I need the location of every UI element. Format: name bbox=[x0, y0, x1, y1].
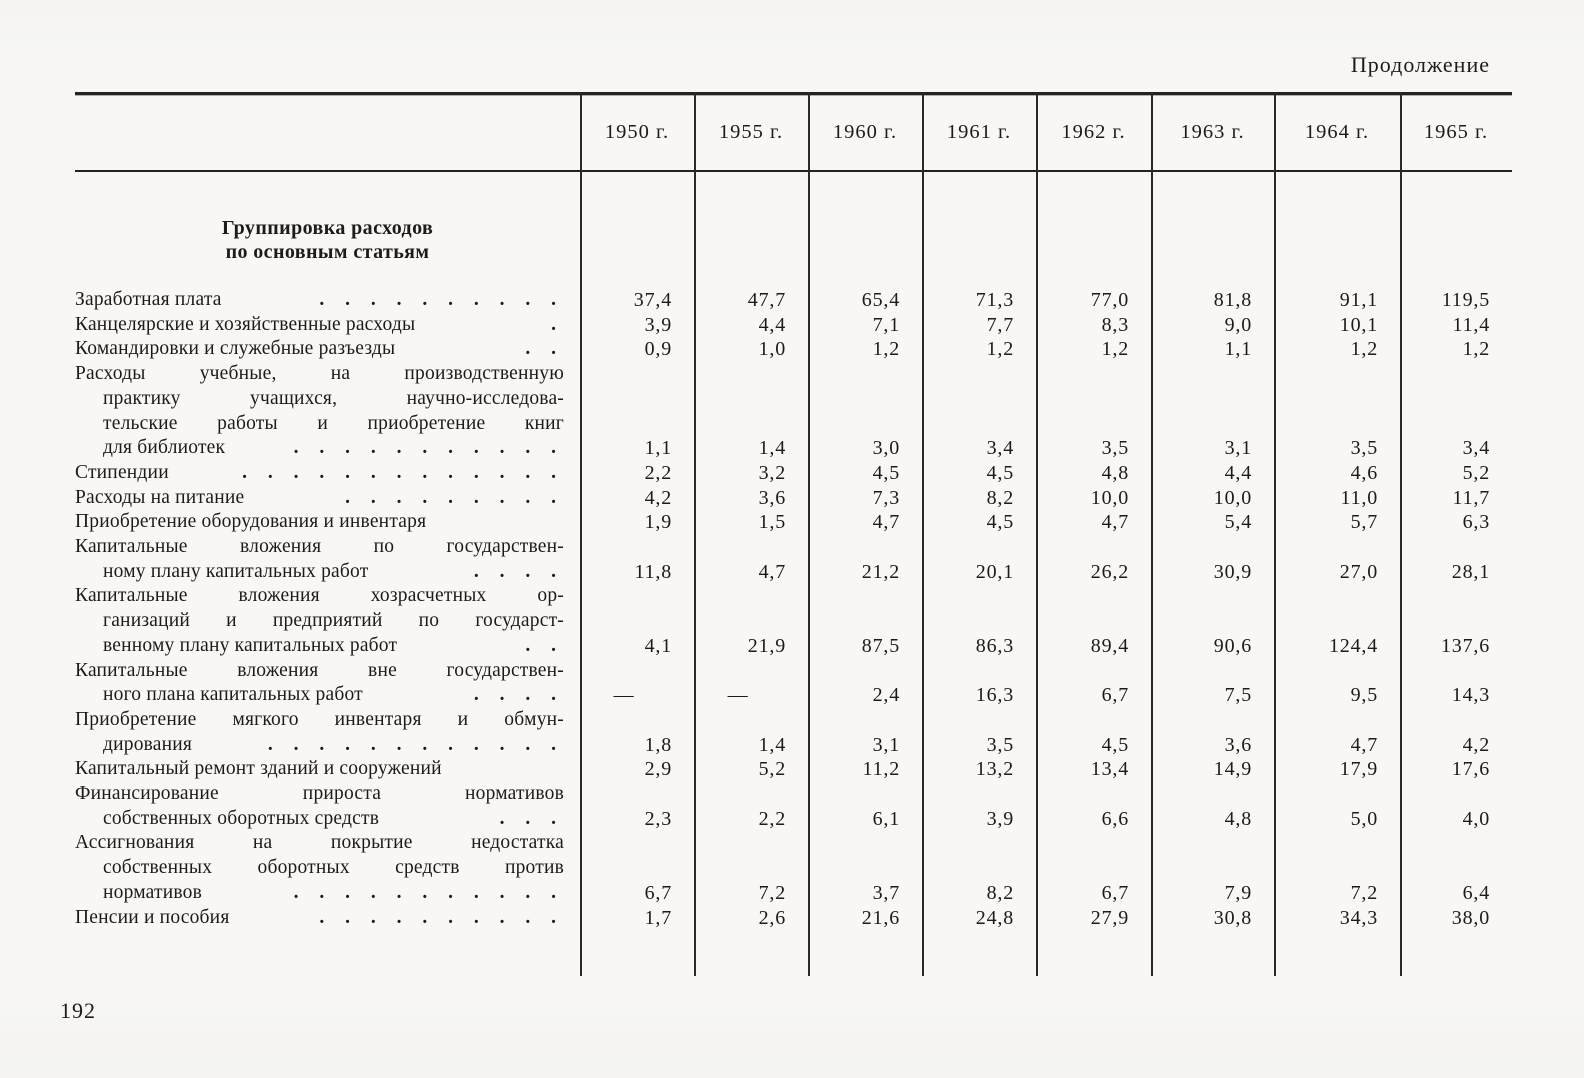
row-label-line bbox=[75, 807, 564, 832]
value-cell: 86,3 bbox=[975, 634, 1014, 657]
row-label-text: собственных оборотных средств bbox=[103, 807, 380, 829]
value-cell: 30,9 bbox=[1213, 560, 1252, 583]
value-cell: 3,9 bbox=[986, 807, 1014, 830]
value-cell: 9,0 bbox=[1224, 313, 1252, 336]
value-cell: 7,7 bbox=[986, 313, 1014, 336]
row-label bbox=[75, 313, 580, 338]
leader-dots: . . . . . . . . . bbox=[345, 486, 564, 508]
table-row bbox=[75, 782, 1512, 831]
row-label-line: Приобретение мягкого инвентаря и обмун- bbox=[75, 708, 564, 730]
leader-dots: . . . . . . . . . . . bbox=[293, 437, 564, 459]
value-cell: 34,3 bbox=[1339, 906, 1378, 929]
value-cell: 7,2 bbox=[758, 881, 786, 904]
value-cell: 10,0 bbox=[1090, 486, 1129, 509]
value-cell: 2,3 bbox=[644, 807, 672, 830]
table-row bbox=[75, 906, 1512, 931]
value-cell: 6,1 bbox=[872, 807, 900, 830]
value-cell: 21,6 bbox=[861, 906, 900, 929]
row-label-line bbox=[75, 486, 564, 511]
value-cell: 9,5 bbox=[1350, 684, 1378, 707]
value-cell: 7,9 bbox=[1224, 881, 1252, 904]
leader-dots: . . . . . . . . . . . bbox=[293, 881, 564, 903]
table-row bbox=[75, 757, 1512, 782]
row-label bbox=[75, 510, 580, 535]
value-cell: 20,1 bbox=[975, 560, 1014, 583]
table-row bbox=[75, 535, 1512, 584]
row-label-line: тельские работы и приобретение книг bbox=[103, 412, 564, 434]
row-label bbox=[75, 535, 580, 584]
row-label-line bbox=[75, 881, 564, 906]
statistics-table bbox=[75, 92, 1512, 978]
value-cell: 3,6 bbox=[1224, 733, 1252, 756]
table-row bbox=[75, 659, 1512, 708]
row-label-line bbox=[75, 906, 564, 931]
value-cell: 47,7 bbox=[747, 289, 786, 311]
row-label-line bbox=[75, 313, 564, 338]
row-label-line: практику учащихся, научно-исследова- bbox=[103, 387, 564, 409]
value-cell: 4,5 bbox=[986, 461, 1014, 484]
leader-dots: . bbox=[551, 313, 564, 335]
table-row bbox=[75, 831, 1512, 905]
value-cell: 17,6 bbox=[1451, 758, 1490, 781]
value-cell: 8,2 bbox=[986, 881, 1014, 904]
table-row bbox=[75, 510, 1512, 535]
table-row bbox=[75, 708, 1512, 757]
row-label-line bbox=[75, 461, 564, 486]
value-cell: 2,4 bbox=[872, 684, 900, 707]
value-cell: 1,8 bbox=[644, 733, 672, 756]
value-cell: 1,5 bbox=[758, 511, 786, 534]
value-cell: 6,6 bbox=[1101, 807, 1129, 830]
value-cell: 4,7 bbox=[1350, 733, 1378, 756]
value-cell: 1,2 bbox=[986, 338, 1014, 361]
value-cell: — bbox=[727, 684, 749, 707]
value-cell: 21,2 bbox=[861, 560, 900, 583]
leader-dots: . . bbox=[525, 338, 564, 360]
value-cell: 4,4 bbox=[758, 313, 786, 336]
row-label-line bbox=[75, 560, 564, 585]
value-cell: 1,1 bbox=[1224, 338, 1252, 361]
value-cell: 11,0 bbox=[1340, 486, 1378, 509]
row-label-line: Расходы учебные, на производственную bbox=[75, 363, 564, 385]
value-cell: 2,9 bbox=[644, 758, 672, 781]
row-label-text: Приобретение оборудования и инвентаря bbox=[75, 511, 427, 533]
value-cell: 0,9 bbox=[644, 338, 672, 361]
row-label-line: Финансирование прироста нормативов bbox=[75, 783, 564, 805]
value-cell: 1,2 bbox=[1101, 338, 1129, 361]
row-label-text: Расходы на питание bbox=[75, 486, 245, 508]
value-cell: 4,7 bbox=[1101, 511, 1129, 534]
value-cell: 11,7 bbox=[1452, 486, 1490, 509]
value-cell: 3,5 bbox=[1350, 437, 1378, 460]
section-title-line2: по основным статьям bbox=[225, 241, 430, 263]
value-cell: 14,9 bbox=[1213, 758, 1252, 781]
value-cell: 90,6 bbox=[1213, 634, 1252, 657]
value-cell: 7,5 bbox=[1224, 684, 1252, 707]
value-cell: 124,4 bbox=[1329, 634, 1378, 657]
year-header-1955: 1955 г. bbox=[718, 121, 784, 143]
year-header-1950: 1950 г. bbox=[604, 121, 670, 143]
value-cell: 4,0 bbox=[1462, 807, 1490, 830]
value-cell: 137,6 bbox=[1441, 634, 1490, 657]
leader-dots: . . . . . . . . . . . . . bbox=[242, 461, 564, 483]
value-cell: 3,5 bbox=[1101, 437, 1129, 460]
value-cell: 4,5 bbox=[986, 511, 1014, 534]
value-cell: 3,9 bbox=[644, 313, 672, 336]
value-cell: 5,2 bbox=[1462, 461, 1490, 484]
value-cell: — bbox=[613, 684, 635, 707]
row-label bbox=[75, 584, 580, 658]
value-cell: 11,8 bbox=[634, 560, 672, 583]
row-label-text: дирования bbox=[103, 733, 193, 755]
row-label-line: Капитальные вложения хозрасчетных ор- bbox=[75, 585, 564, 607]
value-cell: 28,1 bbox=[1451, 560, 1490, 583]
value-cell: 81,8 bbox=[1213, 289, 1252, 311]
value-cell: 4,7 bbox=[872, 511, 900, 534]
value-cell: 4,2 bbox=[644, 486, 672, 509]
row-label-text: Стипендии bbox=[75, 461, 169, 483]
value-cell: 10,1 bbox=[1339, 313, 1378, 336]
table-header-row bbox=[75, 95, 1512, 170]
row-label-line bbox=[75, 337, 564, 362]
row-label-text: Капитальный ремонт зданий и сооружений bbox=[75, 758, 442, 780]
value-cell: 5,2 bbox=[758, 758, 786, 781]
value-cell: 26,2 bbox=[1090, 560, 1129, 583]
row-label-text: ному плану капитальных работ bbox=[103, 560, 369, 582]
value-cell: 3,1 bbox=[872, 733, 900, 756]
leader-dots: . . . . . . . . . . bbox=[319, 289, 564, 310]
value-cell: 4,5 bbox=[1101, 733, 1129, 756]
value-cell: 2,6 bbox=[758, 906, 786, 929]
row-label-line: Ассигнования на покрытие недостатка bbox=[75, 832, 564, 854]
section-title bbox=[75, 216, 580, 264]
value-cell: 6,7 bbox=[1101, 881, 1129, 904]
row-label-line: собственных оборотных средств против bbox=[103, 857, 564, 879]
row-label-line bbox=[75, 733, 564, 758]
row-label bbox=[75, 906, 580, 931]
value-cell: 7,3 bbox=[872, 486, 900, 509]
value-cell: 65,4 bbox=[861, 289, 900, 311]
row-label-line bbox=[75, 757, 564, 782]
value-cell: 1,9 bbox=[644, 511, 672, 534]
row-label bbox=[75, 337, 580, 362]
value-cell: 6,7 bbox=[644, 881, 672, 904]
value-cell: 4,6 bbox=[1350, 461, 1378, 484]
value-cell: 24,8 bbox=[975, 906, 1014, 929]
row-label-line bbox=[75, 510, 564, 535]
value-cell: 3,6 bbox=[758, 486, 786, 509]
leader-dots: . . . . bbox=[473, 560, 564, 582]
value-cell: 10,0 bbox=[1213, 486, 1252, 509]
table-rows bbox=[75, 288, 1512, 930]
value-cell: 37,4 bbox=[633, 289, 672, 311]
value-cell: 6,7 bbox=[1101, 684, 1129, 707]
table-row bbox=[75, 337, 1512, 362]
row-label-line: Капитальные вложения вне государствен- bbox=[75, 659, 564, 681]
table-row bbox=[75, 288, 1512, 313]
value-cell: 3,4 bbox=[986, 437, 1014, 460]
value-cell: 27,9 bbox=[1090, 906, 1129, 929]
value-cell: 1,1 bbox=[644, 437, 672, 460]
value-cell: 11,4 bbox=[1452, 313, 1490, 336]
value-cell: 13,2 bbox=[975, 758, 1014, 781]
leader-dots: . . . . . . . . . . . . bbox=[267, 733, 564, 755]
value-cell: 6,4 bbox=[1462, 881, 1490, 904]
value-cell: 4,8 bbox=[1101, 461, 1129, 484]
value-cell: 7,1 bbox=[872, 313, 900, 336]
value-cell: 6,3 bbox=[1462, 511, 1490, 534]
table-row bbox=[75, 486, 1512, 511]
value-cell: 89,4 bbox=[1090, 634, 1129, 657]
value-cell: 119,5 bbox=[1441, 289, 1490, 311]
row-label-line bbox=[75, 683, 564, 708]
value-cell: 5,7 bbox=[1350, 511, 1378, 534]
value-cell: 1,4 bbox=[758, 733, 786, 756]
row-label-line: ганизаций и предприятий по государст- bbox=[103, 610, 564, 632]
value-cell: 77,0 bbox=[1090, 289, 1129, 311]
value-cell: 27,0 bbox=[1339, 560, 1378, 583]
year-header-1963: 1963 г. bbox=[1180, 121, 1245, 143]
value-cell: 3,7 bbox=[872, 881, 900, 904]
value-cell: 1,2 bbox=[872, 338, 900, 361]
value-cell: 1,7 bbox=[644, 906, 672, 929]
value-cell: 1,2 bbox=[1350, 338, 1378, 361]
year-header-1960: 1960 г. bbox=[832, 121, 898, 143]
leader-dots: . . . . bbox=[473, 684, 564, 706]
value-cell: 8,2 bbox=[986, 486, 1014, 509]
row-label-line: Капитальные вложения по государствен- bbox=[75, 536, 564, 558]
row-label bbox=[75, 757, 580, 782]
table-row bbox=[75, 584, 1512, 658]
value-cell: 2,2 bbox=[644, 461, 672, 484]
row-label-text: ного плана капитальных работ bbox=[103, 684, 363, 706]
value-cell: 71,3 bbox=[975, 289, 1014, 311]
value-cell: 8,3 bbox=[1101, 313, 1129, 336]
row-label-text: Пенсии и пособия bbox=[75, 906, 230, 928]
value-cell: 3,2 bbox=[758, 461, 786, 484]
value-cell: 3,1 bbox=[1224, 437, 1252, 460]
row-label bbox=[75, 288, 580, 313]
value-cell: 5,0 bbox=[1350, 807, 1378, 830]
row-label bbox=[75, 461, 580, 486]
leader-dots: . . . bbox=[499, 807, 564, 829]
value-cell: 4,7 bbox=[758, 560, 786, 583]
value-cell: 4,5 bbox=[872, 461, 900, 484]
value-cell: 16,3 bbox=[975, 684, 1014, 707]
table-row bbox=[75, 461, 1512, 486]
value-cell: 30,8 bbox=[1213, 906, 1252, 929]
row-label bbox=[75, 708, 580, 757]
table-row bbox=[75, 362, 1512, 461]
row-label bbox=[75, 831, 580, 905]
value-cell: 3,5 bbox=[986, 733, 1014, 756]
section-title-line1: Группировка расходов bbox=[221, 217, 434, 239]
row-label-line bbox=[75, 634, 564, 659]
value-cell: 21,9 bbox=[747, 634, 786, 657]
row-label-text: венному плану капитальных работ bbox=[103, 634, 398, 656]
table-body bbox=[75, 172, 1512, 930]
row-label bbox=[75, 782, 580, 831]
value-cell: 1,2 bbox=[1462, 338, 1490, 361]
row-label-line bbox=[75, 288, 564, 313]
row-label bbox=[75, 659, 580, 708]
row-label bbox=[75, 486, 580, 511]
value-cell: 7,2 bbox=[1350, 881, 1378, 904]
table-row bbox=[75, 313, 1512, 338]
page-number: 192 bbox=[60, 998, 96, 1023]
value-cell: 13,4 bbox=[1090, 758, 1129, 781]
value-cell: 4,4 bbox=[1224, 461, 1252, 484]
year-header-1964: 1964 г. bbox=[1304, 121, 1370, 143]
value-cell: 1,0 bbox=[758, 338, 786, 361]
continuation-label: Продолжение bbox=[1350, 52, 1490, 77]
value-cell: 87,5 bbox=[861, 634, 900, 657]
value-cell: 1,4 bbox=[758, 437, 786, 460]
value-cell: 4,1 bbox=[644, 634, 672, 657]
row-label-text: нормативов bbox=[103, 881, 202, 903]
value-cell: 4,8 bbox=[1224, 807, 1252, 830]
row-label-text: Командировки и служебные разъезды bbox=[75, 338, 396, 360]
row-label-text: для библиотек bbox=[103, 437, 226, 459]
row-label-line bbox=[75, 436, 564, 461]
leader-dots: . . . . . . . . . . bbox=[319, 906, 564, 928]
value-cell: 11,2 bbox=[862, 758, 900, 781]
row-label-text: Заработная плата bbox=[75, 289, 222, 310]
year-header-1965: 1965 г. bbox=[1423, 121, 1489, 143]
value-cell: 5,4 bbox=[1224, 511, 1252, 534]
value-cell: 91,1 bbox=[1339, 289, 1378, 311]
year-header-1962: 1962 г. bbox=[1061, 121, 1126, 143]
year-header-1961: 1961 г. bbox=[946, 121, 1012, 143]
value-cell: 2,2 bbox=[758, 807, 786, 830]
row-label bbox=[75, 362, 580, 461]
value-cell: 3,0 bbox=[872, 437, 900, 460]
value-cell: 3,4 bbox=[1462, 437, 1490, 460]
stub-header-cell bbox=[75, 95, 580, 170]
row-label-text: Канцелярские и хозяйственные расходы bbox=[75, 313, 416, 335]
leader-dots: . . bbox=[525, 634, 564, 656]
value-cell: 4,2 bbox=[1462, 733, 1490, 756]
value-cell: 14,3 bbox=[1451, 684, 1490, 707]
value-cell: 38,0 bbox=[1451, 906, 1490, 929]
value-cell: 17,9 bbox=[1339, 758, 1378, 781]
